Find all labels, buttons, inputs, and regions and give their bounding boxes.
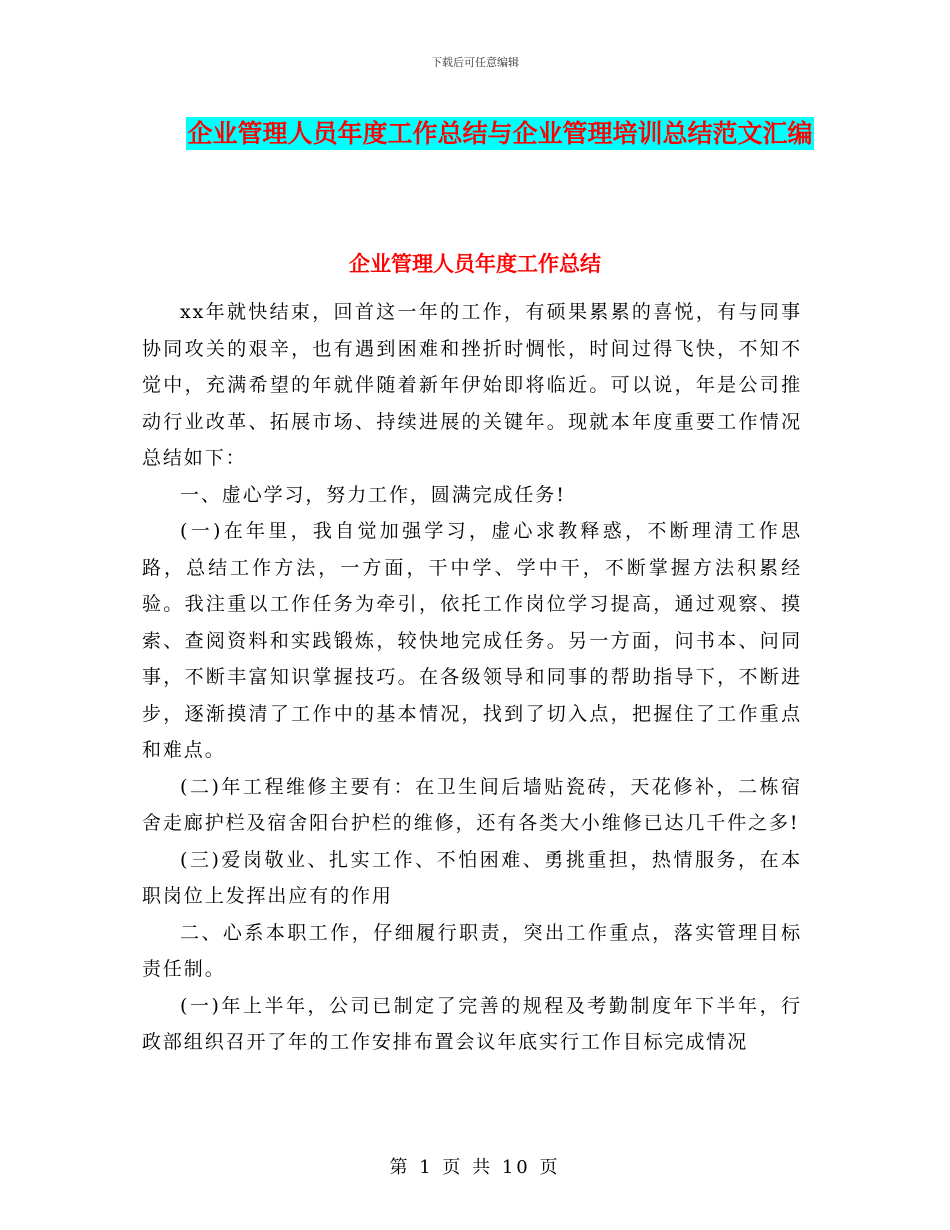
paragraph: (一)在年里，我自觉加强学习，虚心求教释惑，不断理清工作思路，总结工作方法，一方面，干中学、学中干，不断掌握方法积累经验。我注重以工作任务为牵引，依托工作岗位学习提高，通过观察、摸索、查阅资料和实践锻炼，较快地完成任务。另一方面，问书本、问同事，不断丰富知识掌握技巧。在各级领导和同事的帮助指导下，不断进步，逐渐摸清了工作中的基本情况，找到了切入点，把握住了工作重点和难点。 (142, 520, 802, 761)
page-header-note: 下载后可任意编辑 (431, 56, 519, 69)
section-title: 企业管理人员年度工作总结 (349, 252, 601, 276)
paragraph: 一、虚心学习，努力工作，圆满完成任务! (180, 483, 566, 506)
paragraph: 二、心系本职工作，仔细履行职责，突出工作重点，落实管理目标责任制。 (142, 921, 802, 980)
paragraph: (一)年上半年，公司已制定了完善的规程及考勤制度年下半年，行政部组织召开了年的工作安排布置会议年底实行工作目标完成情况 (142, 994, 802, 1053)
paragraph: (三)爱岗敬业、扎实工作、不怕困难、勇挑重担，热情服务，在本职岗位上发挥出应有的作用 (142, 848, 802, 907)
document-title (140, 110, 860, 158)
page-number-footer: 第 1 页 共 10 页 (389, 1157, 561, 1178)
document-title-text: 企业管理人员年度工作总结与企业管理培训总结范文汇编 (187, 119, 813, 148)
document-body (142, 294, 802, 1061)
paragraph: xx年就快结束，回首这一年的工作，有硕果累累的喜悦，有与同事协同攻关的艰辛，也有遇到困难和挫折时惆怅，时间过得飞快，不知不觉中，充满希望的年就伴随着新年伊始即将临近。可以说，年是公司推动行业改革、拓展市场、持续进展的关键年。现就本年度重要工作情况总结如下： (142, 301, 802, 469)
paragraph: (二)年工程维修主要有：在卫生间后墙贴瓷砖，天花修补，二栋宿舍走廊护栏及宿舍阳台护栏的维修，还有各类大小维修已达几千件之多! (142, 775, 802, 834)
